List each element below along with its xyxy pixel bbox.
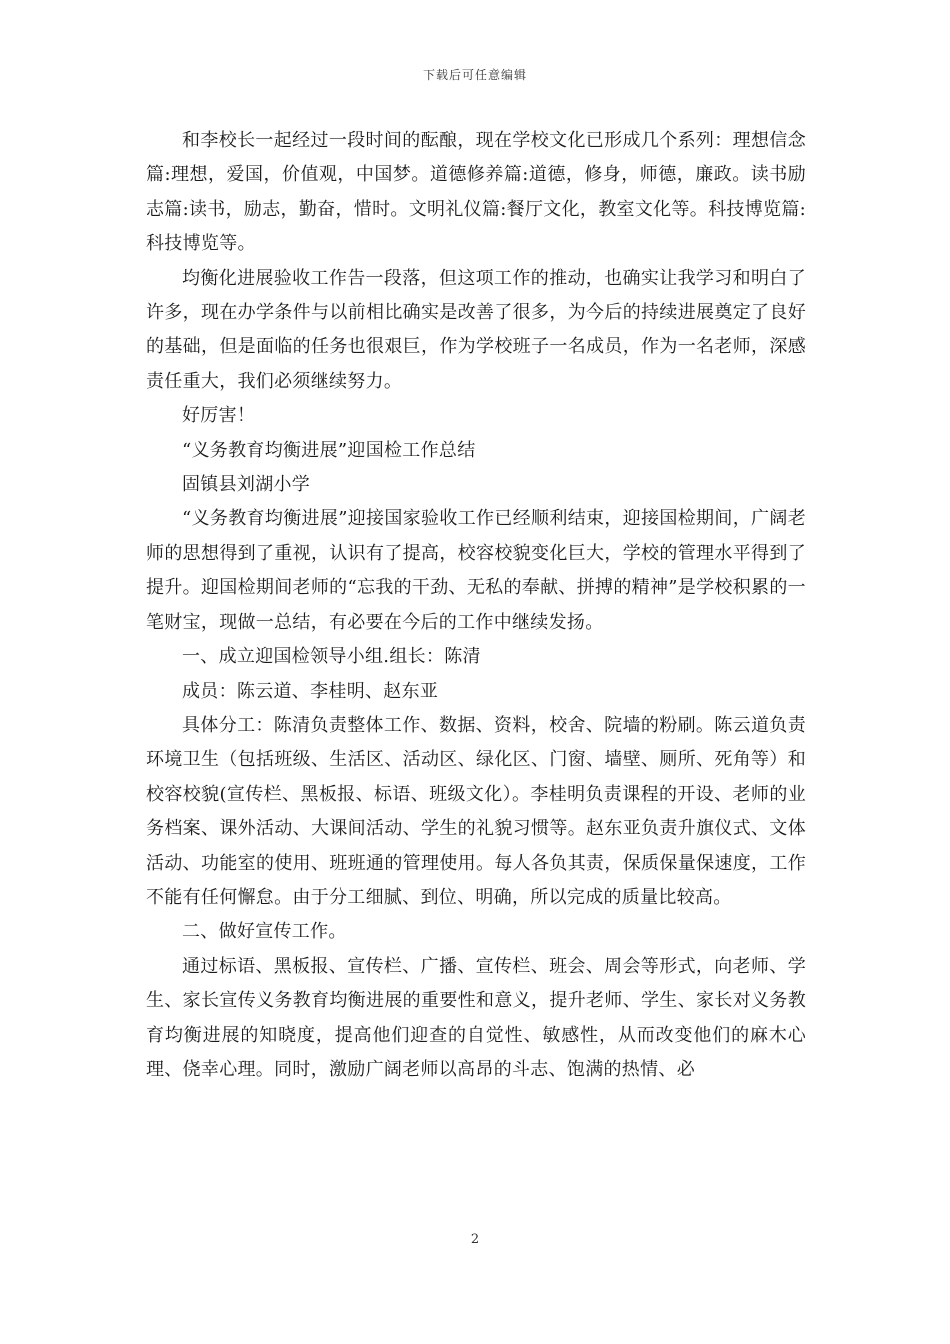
document-body [146, 124, 806, 1087]
section-heading-publicity: 二、做好宣传工作。 [182, 921, 347, 943]
document-title: “义务教育均衡进展”迎国检工作总结 [182, 439, 476, 461]
paragraph-division-of-labor: 具体分工：陈清负责整体工作、数据、资料，校舍、院墙的粉刷。陈云道负责环境卫生（包括班级、生活区、活动区、绿化区、门窗、墙壁、厕所、死角等）和校容校貌(宣传栏、黑板报、标语、班级文化）。李桂明负责课程的开设、老师的业务档案、课外活动、大课间活动、学生的礼貌习惯等。赵东亚负责升旗仪式、文体活动、功能室的使用、班班通的管理使用。每人各负其责，保质保量保速度，工作不能有任何懈怠。由于分工细腻、到位、明确，所以完成的质量比较高。 [146, 714, 806, 908]
page-header: 下载后可任意编辑 [422, 68, 527, 82]
paragraph-intro: “义务教育均衡进展”迎接国家验收工作已经顺利结束，迎接国检期间，广阔老师的思想得到了重视，认识有了提高，校容校貌变化巨大，学校的管理水平得到了提升。迎国检期间老师的“忘我的干劲、无私的奉献、拼搏的精神”是学校积累的一笔财宝，现做一总结，有必要在今后的工作中继续发扬。 [146, 508, 806, 633]
paragraph-balanced-development: 均衡化进展验收工作告一段落，但这项工作的推动，也确实让我学习和明白了许多，现在办学条件与以前相比确实是改善了很多，为今后的持续进展奠定了良好的基础，但是面临的任务也很艰巨，作为学校班子一名成员，作为一名老师，深感责任重大，我们必须继续努力。 [146, 267, 806, 392]
paragraph-members: 成员：陈云道、李桂明、赵东亚 [182, 680, 439, 702]
page-number: 2 [470, 1232, 480, 1247]
paragraph-culture-series: 和李校长一起经过一段时间的酝酿，现在学校文化已形成几个系列：理想信念篇:理想，爱国，价值观，中国梦。道德修养篇:道德，修身，师德，廉政。读书励志篇:读书，励志，勤奋，惜时。文明礼仪篇:餐厅文化，教室文化等。科技博览篇:科技博览等。 [146, 130, 806, 255]
section-heading-leadership: 一、成立迎国检领导小组.组长：陈清 [182, 646, 481, 668]
school-name: 固镇县刘湖小学 [182, 474, 311, 496]
paragraph-exclamation: 好厉害！ [182, 405, 256, 427]
paragraph-publicity: 通过标语、黑板报、宣传栏、广播、宣传栏、班会、周会等形式，向老师、学生、家长宣传义务教育均衡进展的重要性和意义，提升老师、学生、家长对义务教育均衡进展的知晓度，提高他们迎查的自觉性、敏感性，从而改变他们的麻木心理、侥幸心理。同时，激励广阔老师以高昂的斗志、饱满的热情、必 [146, 955, 806, 1080]
